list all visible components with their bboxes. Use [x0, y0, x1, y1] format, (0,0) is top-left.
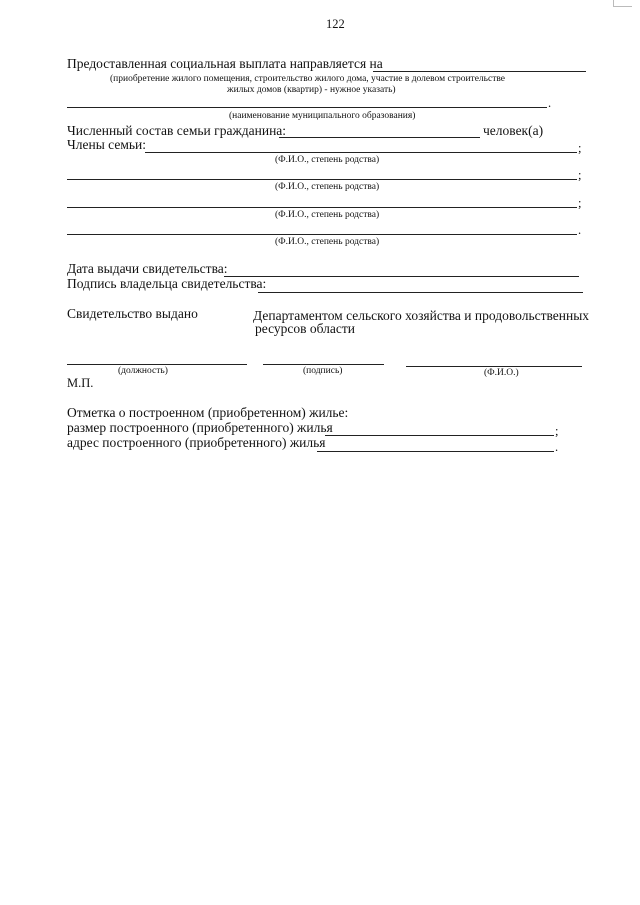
seal-mark: М.П. [67, 376, 94, 390]
payment-direction-label: Предоставленная социальная выплата направляется на [67, 56, 383, 71]
holder-signature-line[interactable] [258, 292, 583, 293]
name-hint: (Ф.И.О.) [484, 368, 519, 378]
family-member-hint-2: (Ф.И.О., степень родства) [275, 182, 380, 192]
municipality-line-period: . [548, 96, 552, 110]
family-count-unit: человек(а) [483, 123, 544, 138]
family-member-1-semicolon: ; [578, 141, 582, 155]
page-corner-mark [613, 0, 632, 7]
family-member-line-2[interactable] [67, 179, 577, 180]
issued-by-label: Свидетельство выдано [67, 306, 198, 321]
housing-title: Отметка о построенном (приобретенном) жилье: [67, 405, 349, 420]
family-count-line[interactable] [279, 137, 480, 138]
family-member-line-4[interactable] [67, 234, 577, 235]
family-member-hint-3: (Ф.И.О., степень родства) [275, 210, 380, 220]
position-line[interactable] [67, 364, 247, 365]
issue-date-label: Дата выдачи свидетельства: [67, 261, 228, 276]
issuer-line-2: ресурсов области [255, 321, 356, 336]
family-member-2-semicolon: ; [578, 168, 582, 182]
signature-hint: (подпись) [303, 366, 343, 376]
issue-date-line[interactable] [224, 276, 579, 277]
family-member-3-semicolon: ; [578, 196, 582, 210]
housing-address-line[interactable] [317, 451, 554, 452]
family-member-4-period: . [578, 223, 582, 237]
signature-line[interactable] [263, 364, 384, 365]
municipality-line[interactable] [67, 107, 547, 108]
housing-size-line[interactable] [325, 435, 554, 436]
holder-signature-label: Подпись владельца свидетельства: [67, 276, 267, 291]
family-member-hint-1: (Ф.И.О., степень родства) [275, 155, 380, 165]
payment-direction-line[interactable] [373, 71, 586, 72]
page-number: 122 [326, 17, 345, 31]
family-member-line-1[interactable] [145, 152, 577, 153]
family-member-line-3[interactable] [67, 207, 577, 208]
issuer-line-1: Департаментом сельского хозяйства и продовольственных [253, 308, 590, 323]
payment-direction-hint-2: жилых домов (квартир) - нужное указать) [227, 85, 396, 95]
housing-address-label: адрес построенного (приобретенного) жилья [67, 435, 326, 450]
family-members-label: Члены семьи: [67, 137, 146, 152]
payment-direction-hint-1: (приобретение жилого помещения, строительство жилого дома, участие в долевом строительстве [110, 74, 506, 84]
family-count-label: Численный состав семьи гражданина: [67, 123, 287, 138]
housing-size-label: размер построенного (приобретенного) жилья [67, 420, 333, 435]
position-hint: (должность) [118, 366, 168, 376]
municipality-hint: (наименование муниципального образования) [229, 111, 416, 121]
family-member-hint-4: (Ф.И.О., степень родства) [275, 237, 380, 247]
name-line[interactable] [406, 366, 582, 367]
housing-size-semicolon: ; [555, 424, 559, 438]
housing-address-period: . [555, 440, 559, 454]
